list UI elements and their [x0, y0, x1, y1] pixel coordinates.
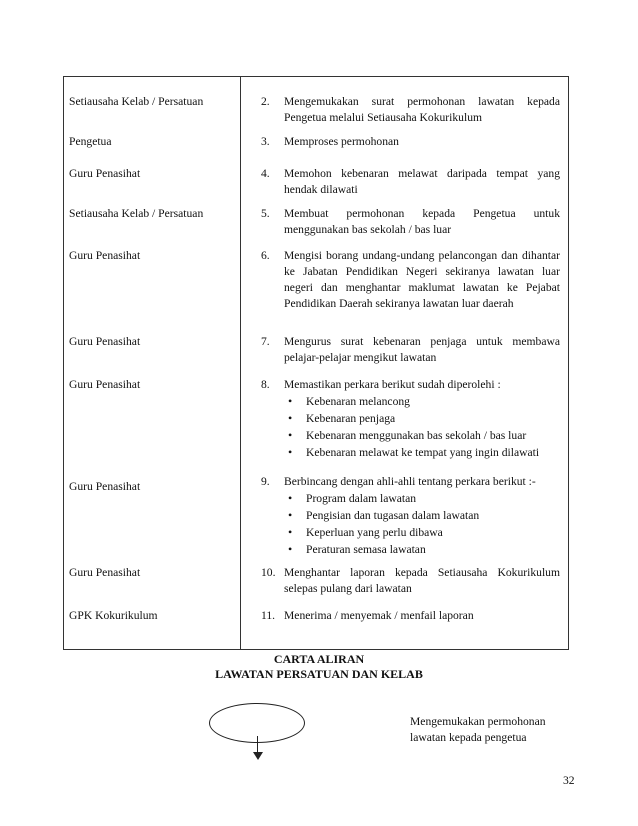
list-item: • Peraturan semasa lawatan — [288, 542, 426, 556]
step-description: Menghantar laporan kepada Setiausaha Kokurikulum selepas pulang dari lawatan — [284, 566, 560, 595]
flowchart-title: CARTA ALIRAN — [273, 652, 365, 666]
bullet-icon: • — [288, 491, 293, 505]
page-number: 32 — [563, 774, 575, 787]
flowchart-note-line: Mengemukakan permohonan — [410, 715, 546, 728]
responsible-party: GPK Kokurikulum — [69, 609, 158, 622]
step-description: Mengurus surat kebenaran penjaga untuk membawa pelajar-pelajar mengikut lawatan — [284, 335, 560, 364]
step-number: 11. — [261, 609, 276, 622]
list-item: • Keperluan yang perlu dibawa — [288, 525, 443, 539]
list-item: • Kebenaran penjaga — [288, 411, 396, 425]
step-description: Mengemukakan surat permohonan lawatan kepada Pengetua melalui Setiausaha Kokurikulum — [284, 95, 560, 124]
step-description: Mengisi borang undang-undang pelancongan dan dihantar ke Jabatan Pendidikan Negeri sekiranya lawatan luar negeri dan menghantar maklumat lawatan ke Pejabat Pendidikan Daerah sekiranya lawatan luar daerah — [284, 249, 560, 310]
step-number: 5. — [261, 207, 270, 220]
responsible-party: Setiausaha Kelab / Persatuan — [69, 95, 204, 108]
step-description — [284, 474, 560, 558]
arrow-down-icon — [253, 752, 263, 760]
bullet-icon: • — [288, 394, 293, 408]
list-item: • Pengisian dan tugasan dalam lawatan — [288, 508, 480, 522]
responsible-party: Guru Penasihat — [69, 566, 141, 579]
step-number: 10. — [261, 566, 276, 579]
step-description — [284, 377, 560, 461]
column-divider — [240, 77, 241, 649]
bullet-icon: • — [288, 445, 293, 459]
step-description: Menerima / menyemak / menfail laporan — [284, 609, 474, 622]
responsible-party: Guru Penasihat — [69, 480, 141, 493]
flowchart-subtitle: LAWATAN PERSATUAN DAN KELAB — [215, 667, 423, 681]
responsible-party: Guru Penasihat — [69, 335, 141, 348]
step-description: Memproses permohonan — [284, 135, 399, 148]
step-text: Berbincang dengan ahli-ahli tentang perkara berikut :- — [284, 475, 536, 488]
list-item: • Program dalam lawatan — [288, 491, 417, 505]
bullet-list — [284, 393, 560, 461]
bullet-list — [284, 490, 560, 558]
responsible-party: Guru Penasihat — [69, 249, 141, 262]
list-item: • Kebenaran melawat ke tempat yang ingin dilawati — [288, 445, 540, 459]
step-description: Memohon kebenaran melawat daripada tempat yang hendak dilawati — [284, 167, 560, 196]
bullet-icon: • — [288, 525, 293, 539]
responsible-party: Pengetua — [69, 135, 112, 148]
step-number: 2. — [261, 95, 270, 108]
list-item: • Kebenaran melancong — [288, 394, 410, 408]
flowchart-note-line: lawatan kepada pengetua — [410, 731, 527, 744]
responsible-party: Guru Penasihat — [69, 167, 141, 180]
step-number: 7. — [261, 335, 270, 348]
flowchart-note — [410, 714, 610, 746]
step-description: Membuat permohonan kepada Pengetua untuk menggunakan bas sekolah / bas luar — [284, 207, 560, 236]
responsible-party: Setiausaha Kelab / Persatuan — [69, 207, 204, 220]
step-text: Memastikan perkara berikut sudah diperolehi : — [284, 378, 501, 391]
list-item: • Kebenaran menggunakan bas sekolah / bas luar — [288, 428, 527, 442]
bullet-icon: • — [288, 542, 293, 556]
bullet-icon: • — [288, 411, 293, 425]
bullet-icon: • — [288, 428, 293, 442]
step-number: 9. — [261, 475, 270, 488]
step-number: 4. — [261, 167, 270, 180]
step-number: 8. — [261, 378, 270, 391]
step-number: 3. — [261, 135, 270, 148]
responsible-party: Guru Penasihat — [69, 378, 141, 391]
step-number: 6. — [261, 249, 270, 262]
bullet-icon: • — [288, 508, 293, 522]
